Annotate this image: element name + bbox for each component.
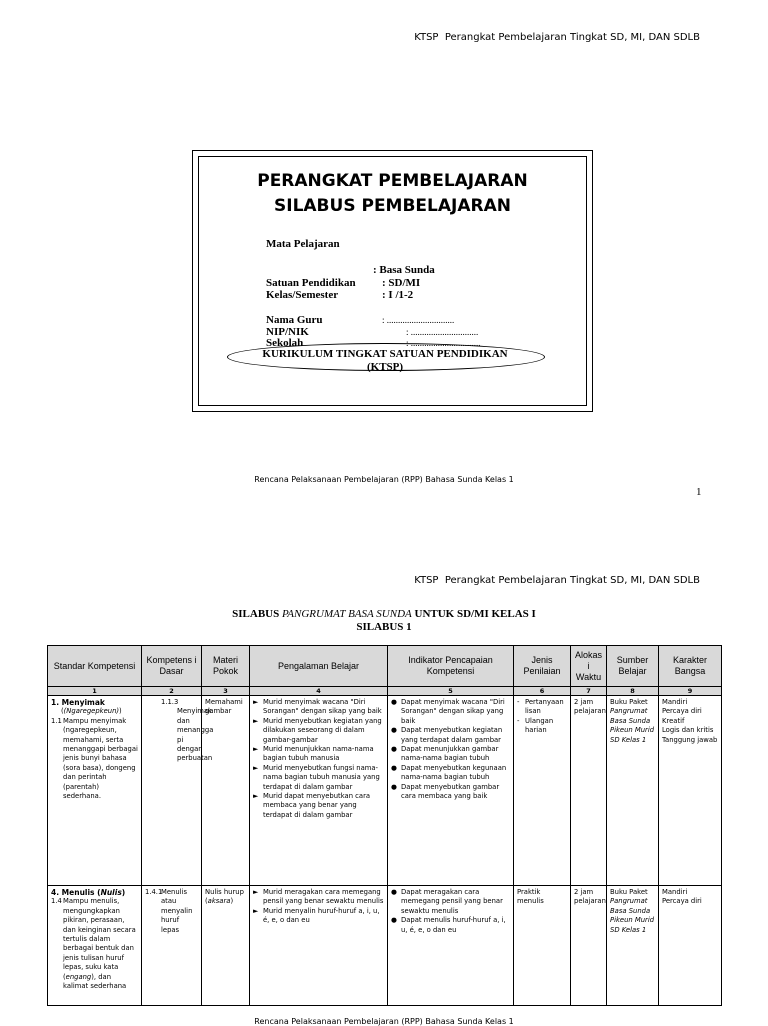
nip-value: : .............................. xyxy=(406,327,479,337)
column-number: 5 xyxy=(388,687,514,696)
list-item: ► Murid dapat menyebutkan cara membaca yang benar yang terdapat di dalam gambar xyxy=(253,792,371,819)
sumber-belajar-cell xyxy=(607,886,659,1006)
ktsp-label xyxy=(227,348,543,374)
standar-kompetensi-cell xyxy=(48,696,142,886)
pengalaman-belajar-cell xyxy=(250,696,388,886)
kd-entry xyxy=(145,698,214,764)
list-item: ● Dapat menyebutkan gambar cara membaca yang baik xyxy=(391,782,500,801)
kelas-semester-label: Kelas/Semester xyxy=(266,289,339,301)
sumber-belajar-cell xyxy=(607,696,659,886)
indikator-cell xyxy=(388,886,514,1006)
list-item: Percaya diri xyxy=(662,707,702,716)
standar-kompetensi-cell xyxy=(48,886,142,1006)
sk-body xyxy=(51,717,138,802)
materi-pokok-cell: Memahami gambar xyxy=(202,696,250,886)
kompetensi-dasar-cell xyxy=(142,886,202,1006)
column-number: 3 xyxy=(202,687,250,696)
list-item: ► Murid menyebutkan fungsi nama-nama bagian tubuh manusia yang terdapat di dalam gambar xyxy=(253,763,380,791)
kd-code: 1.4.1 xyxy=(145,888,163,896)
silabus-title xyxy=(0,608,768,634)
list-item: ● Dapat menyebutkan kegunaan nama-nama bagian tubuh xyxy=(391,763,507,782)
satuan-pendidikan-value: : SD/MI xyxy=(382,277,421,289)
sumber-line: Buku Paket xyxy=(610,888,648,896)
silabus-table xyxy=(47,645,722,1006)
nip-label: NIP/NIK xyxy=(266,326,309,338)
kompetensi-dasar-cell xyxy=(142,696,214,886)
column-number: 2 xyxy=(142,687,202,696)
column-number: 7 xyxy=(571,687,607,696)
list-item: ► Murid menunjukkan nama-nama bagian tubuh manusia xyxy=(253,745,374,763)
silabus-subtitle: SILABUS 1 xyxy=(356,621,412,633)
sekolah-value: : ............................... xyxy=(406,338,481,348)
kd-text: Menulis atau menyalin huruf lepas xyxy=(161,888,193,934)
karakter-bangsa-cell xyxy=(659,696,722,886)
list-item: Percaya diri xyxy=(662,897,702,906)
kd-code: 1.1.3 xyxy=(161,698,179,706)
ktsp-line1: KURIKULUM TINGKAT SATUAN PENDIDIKAN xyxy=(262,348,508,360)
kd-entry xyxy=(145,888,198,897)
list-item: - Pertanyaan lisan xyxy=(517,698,564,716)
column-number: 4 xyxy=(250,687,388,696)
pengalaman-belajar-cell xyxy=(250,886,388,1006)
column-header: Standar Kompetensi xyxy=(48,646,142,687)
table-row xyxy=(48,886,722,1006)
ktsp-line2: (KTSP) xyxy=(366,361,404,373)
satuan-pendidikan-label: Satuan Pendidikan xyxy=(266,277,356,289)
sk-code: 1.1 xyxy=(51,716,62,725)
materi-pokok-cell: Nulis hurup (aksara) xyxy=(202,886,250,1006)
sk-code: 1.4 xyxy=(51,897,62,906)
karakter-bangsa-cell xyxy=(659,886,722,1006)
page-number: 1 xyxy=(696,486,702,498)
sk-heading: 1. Menyimak xyxy=(51,698,105,707)
page-footer: Rencana Pelaksanaan Pembelajaran (RPP) Bahasa Sunda Kelas 1 xyxy=(254,475,514,484)
kelas-semester-value: : I /1-2 xyxy=(382,289,414,301)
alokasi-waktu-cell: 2 jam pelajaran xyxy=(571,886,607,1006)
list-item: Tanggung jawab xyxy=(662,735,718,744)
nama-guru-value: : .............................. xyxy=(382,315,455,325)
list-item: ► Murid meragakan cara memegang pensil yang benar sewaktu menulis xyxy=(253,888,384,906)
sk-text: Mampu menyimak (ngaregepkeun, memahami, serta menanggapi berbagai jenis bunyi bahasa (sora basa), dongeng dan perintah (parentah) sederhana. xyxy=(63,716,138,801)
column-number: 6 xyxy=(514,687,571,696)
list-item: Mandiri xyxy=(662,888,688,896)
silabus-title-line: SILABUS PANGRUMAT BASA SUNDA UNTUK SD/MI KELAS I xyxy=(232,608,536,620)
list-item: ● Dapat menulis huruf-huruf a, i, u, é, e, o dan eu xyxy=(391,916,506,934)
sk-subheading: ((Ngaregepkeun)) xyxy=(61,707,122,716)
sk-heading: 4. Menulis (Nulis) xyxy=(51,888,126,897)
indikator-cell xyxy=(388,696,514,886)
page-header: KTSP Perangkat Pembelajaran Tingkat SD, MI, DAN SDLB xyxy=(414,32,700,43)
sk-body: 1.4 Mampu menulis, mengungkapkan pikiran, perasaan, dan keinginan secara tertulis dalam berbagai bentuk dan jenis tulisan huruf lepas, suku kata (engang), dan kalimat sederhana xyxy=(51,897,136,991)
jenis-penilaian-cell: Praktik menulis xyxy=(514,886,571,1006)
cover-title xyxy=(193,169,592,219)
page-header-2: KTSP Perangkat Pembelajaran Tingkat SD, MI, DAN SDLB xyxy=(414,575,700,586)
column-number: 9 xyxy=(659,687,722,696)
list-item: - Ulangan harian xyxy=(517,716,554,735)
column-header: Sumber Belajar xyxy=(607,646,659,687)
cover-title-line1: PERANGKAT PEMBELAJARAN xyxy=(257,171,528,191)
list-item: ● Dapat menyimak wacana "Diri Sorangan" dengan sikap yang baik xyxy=(391,698,505,725)
list-item: ● Dapat menunjukkan gambar nama-nama bagian tubuh xyxy=(391,745,499,763)
list-item: ● Dapat meragakan cara memegang pensil yang benar sewaktu menulis xyxy=(391,888,503,915)
mata-pelajaran-label: Mata Pelajaran xyxy=(266,238,340,250)
sekolah-label: Sekolah xyxy=(266,337,304,349)
jenis-penilaian-cell xyxy=(514,696,571,886)
list-item: ● Dapat menyebutkan kegiatan yang terdapat dalam gambar xyxy=(391,726,503,744)
column-number-row xyxy=(48,687,722,696)
mata-pelajaran-value: : Basa Sunda xyxy=(373,264,435,276)
list-item: ► Murid menyalin huruf-huruf a, i, u, é, e, o dan eu xyxy=(253,906,380,925)
page-footer-2: Rencana Pelaksanaan Pembelajaran (RPP) Bahasa Sunda Kelas 1 xyxy=(254,1017,514,1026)
column-header: Jenis Penilaian xyxy=(514,646,571,687)
column-number: 1 xyxy=(48,687,142,696)
sk-sub-italic: (Ngaregepkeun) xyxy=(63,707,120,716)
column-header: Pengalaman Belajar xyxy=(250,646,388,687)
cover-title-line2: SILABUS PEMBELAJARAN xyxy=(274,196,511,216)
kd-text-spacer xyxy=(161,888,198,897)
table-row xyxy=(48,696,722,886)
alokasi-waktu-cell: 2 jam pelajaran xyxy=(571,696,607,886)
column-number: 8 xyxy=(607,687,659,696)
column-header: Kompetens i Dasar xyxy=(142,646,202,687)
nama-guru-label: Nama Guru xyxy=(266,314,323,326)
column-header: Materi Pokok xyxy=(202,646,250,687)
list-item: Mandiri xyxy=(662,698,688,706)
column-header: Karakter Bangsa xyxy=(659,646,722,687)
column-header: Indikator Pencapaian Kompetensi xyxy=(388,646,514,687)
column-header: Alokas i Waktu xyxy=(571,646,607,687)
sumber-line: Buku Paket xyxy=(610,698,648,706)
sumber-title: Pangrumat Basa Sunda Pikeun Murid SD Kelas 1 xyxy=(610,897,655,934)
table-header-row xyxy=(48,646,722,687)
list-item: ► Murid menyebutkan kegiatan yang dilakukan seseorang di dalam gambar-gambar xyxy=(253,716,382,744)
list-item: Logis dan kritis xyxy=(662,726,714,735)
list-item: Kreatif xyxy=(662,716,685,725)
kd-text: Menyimak dan menangga pi dengan perbuatan xyxy=(177,707,214,763)
sumber-title: Pangrumat Basa Sunda Pikeun Murid SD Kelas 1 xyxy=(610,707,655,744)
list-item: ► Murid menyimak wacana "Diri Sorangan" dengan sikap yang baik xyxy=(253,698,382,716)
